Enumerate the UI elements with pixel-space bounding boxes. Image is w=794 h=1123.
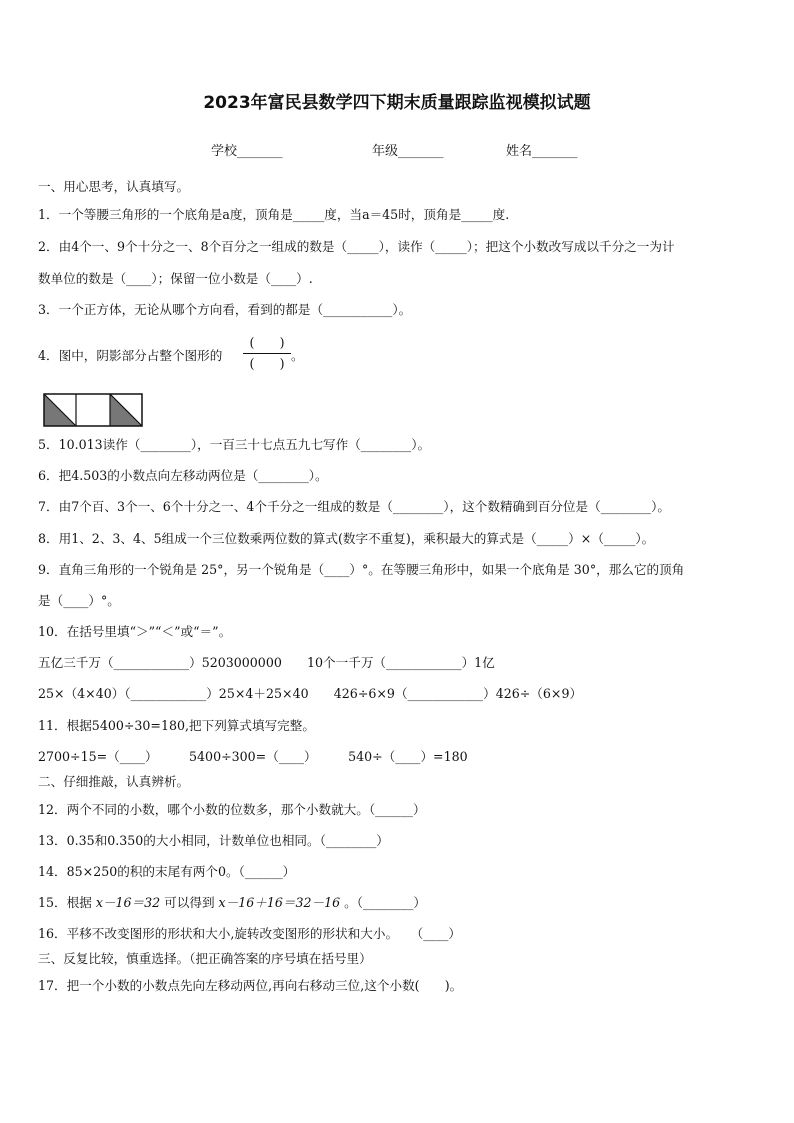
section-3-heading: 三、反复比较，慎重选择。（把正确答案的序号填在括号里） xyxy=(38,951,372,966)
question-2-line-2: 数单位的数是（____）；保留一位小数是（____）. xyxy=(38,271,313,286)
question-7: 7．由7个百、3个一、6个十分之一、4个千分之一组成的数是（________），这个数精确到百分位是（________）。 xyxy=(38,499,670,514)
equation-2: x－16＋16＝32－16 xyxy=(218,895,341,910)
question-16: 16．平移不改变图形的形状和大小,旋转改变图形的形状和大小。 （____） xyxy=(38,926,462,941)
school-field: 学校_______ xyxy=(211,144,283,159)
question-12: 12．两个不同的小数，哪个小数的位数多，那个小数就大。（______） xyxy=(38,802,426,817)
question-13: 13．0.35和0.350的大小相同，计数单位也相同。（________） xyxy=(38,833,389,848)
question-15: 15．根据 x－16＝32 可以得到 x－16＋16＝32－16 。（________） xyxy=(38,895,426,910)
question-4: 4．图中，阴影部分占整个图形的 xyxy=(38,348,223,363)
section-2-heading: 二、仔细推敲，认真辨析。 xyxy=(38,774,190,789)
question-9-line-2: 是（____）°。 xyxy=(38,593,120,608)
grade-field: 年级_______ xyxy=(372,144,444,159)
question-11: 11．根据5400÷30=180,把下列算式填写完整。 xyxy=(38,718,315,733)
blank-fraction xyxy=(243,334,291,373)
question-4-period: 。 xyxy=(291,348,304,363)
fraction-numerator: ( ) xyxy=(249,335,285,350)
question-10-row-1: 五亿三千万（____________）5203000000 10个一千万（____________）1亿 xyxy=(38,655,495,670)
shaded-rectangle-figure xyxy=(43,393,143,427)
question-5: 5．10.013读作（________），一百三十七点五九七写作（________）。 xyxy=(38,437,431,452)
question-17: 17．把一个小数的小数点先向左移动两位,再向右移动三位,这个小数( )。 xyxy=(38,978,463,993)
question-2-line-1: 2．由4个一、9个十分之一、8个百分之一组成的数是（_____），读作（_____）；把这个小数改写成以千分之一为计 xyxy=(38,239,675,254)
question-6: 6．把4.503的小数点向左移动两位是（________）。 xyxy=(38,468,328,483)
question-8: 8．用1、2、3、4、5组成一个三位数乘两位数的算式(数字不重复)，乘积最大的算式是（_____）×（_____）。 xyxy=(38,531,655,546)
section-1-heading: 一、用心思考，认真填写。 xyxy=(38,179,190,194)
question-3: 3．一个正方体，无论从哪个方向看，看到的都是（___________）。 xyxy=(38,302,412,317)
question-10-row-2: 25×（4×40）（____________）25×4＋25×40 426÷6×9（____________）426÷（6×9） xyxy=(38,686,583,701)
question-10: 10．在括号里填“＞”“＜”或“＝”。 xyxy=(38,624,232,639)
question-11-equations: 2700÷15=（____） 5400÷300=（____） 540÷（____）=180 xyxy=(38,749,468,764)
equation-1: x－16＝32 xyxy=(95,895,161,910)
question-14: 14．85×250的积的末尾有两个0。（______） xyxy=(38,864,296,879)
fraction-denominator: ( ) xyxy=(249,356,285,371)
fraction-bar xyxy=(243,353,291,354)
question-9-line-1: 9．直角三角形的一个锐角是 25°，另一个锐角是（____）°。在等腰三角形中，如果一个底角是 30°，那么它的顶角 xyxy=(38,562,685,577)
question-1: 1．一个等腰三角形的一个底角是a度，顶角是_____度，当a＝45时，顶角是_____度. xyxy=(38,207,510,222)
name-field: 姓名_______ xyxy=(506,144,578,159)
page-title: 2023年富民县数学四下期末质量跟踪监视模拟试题 xyxy=(203,93,591,113)
